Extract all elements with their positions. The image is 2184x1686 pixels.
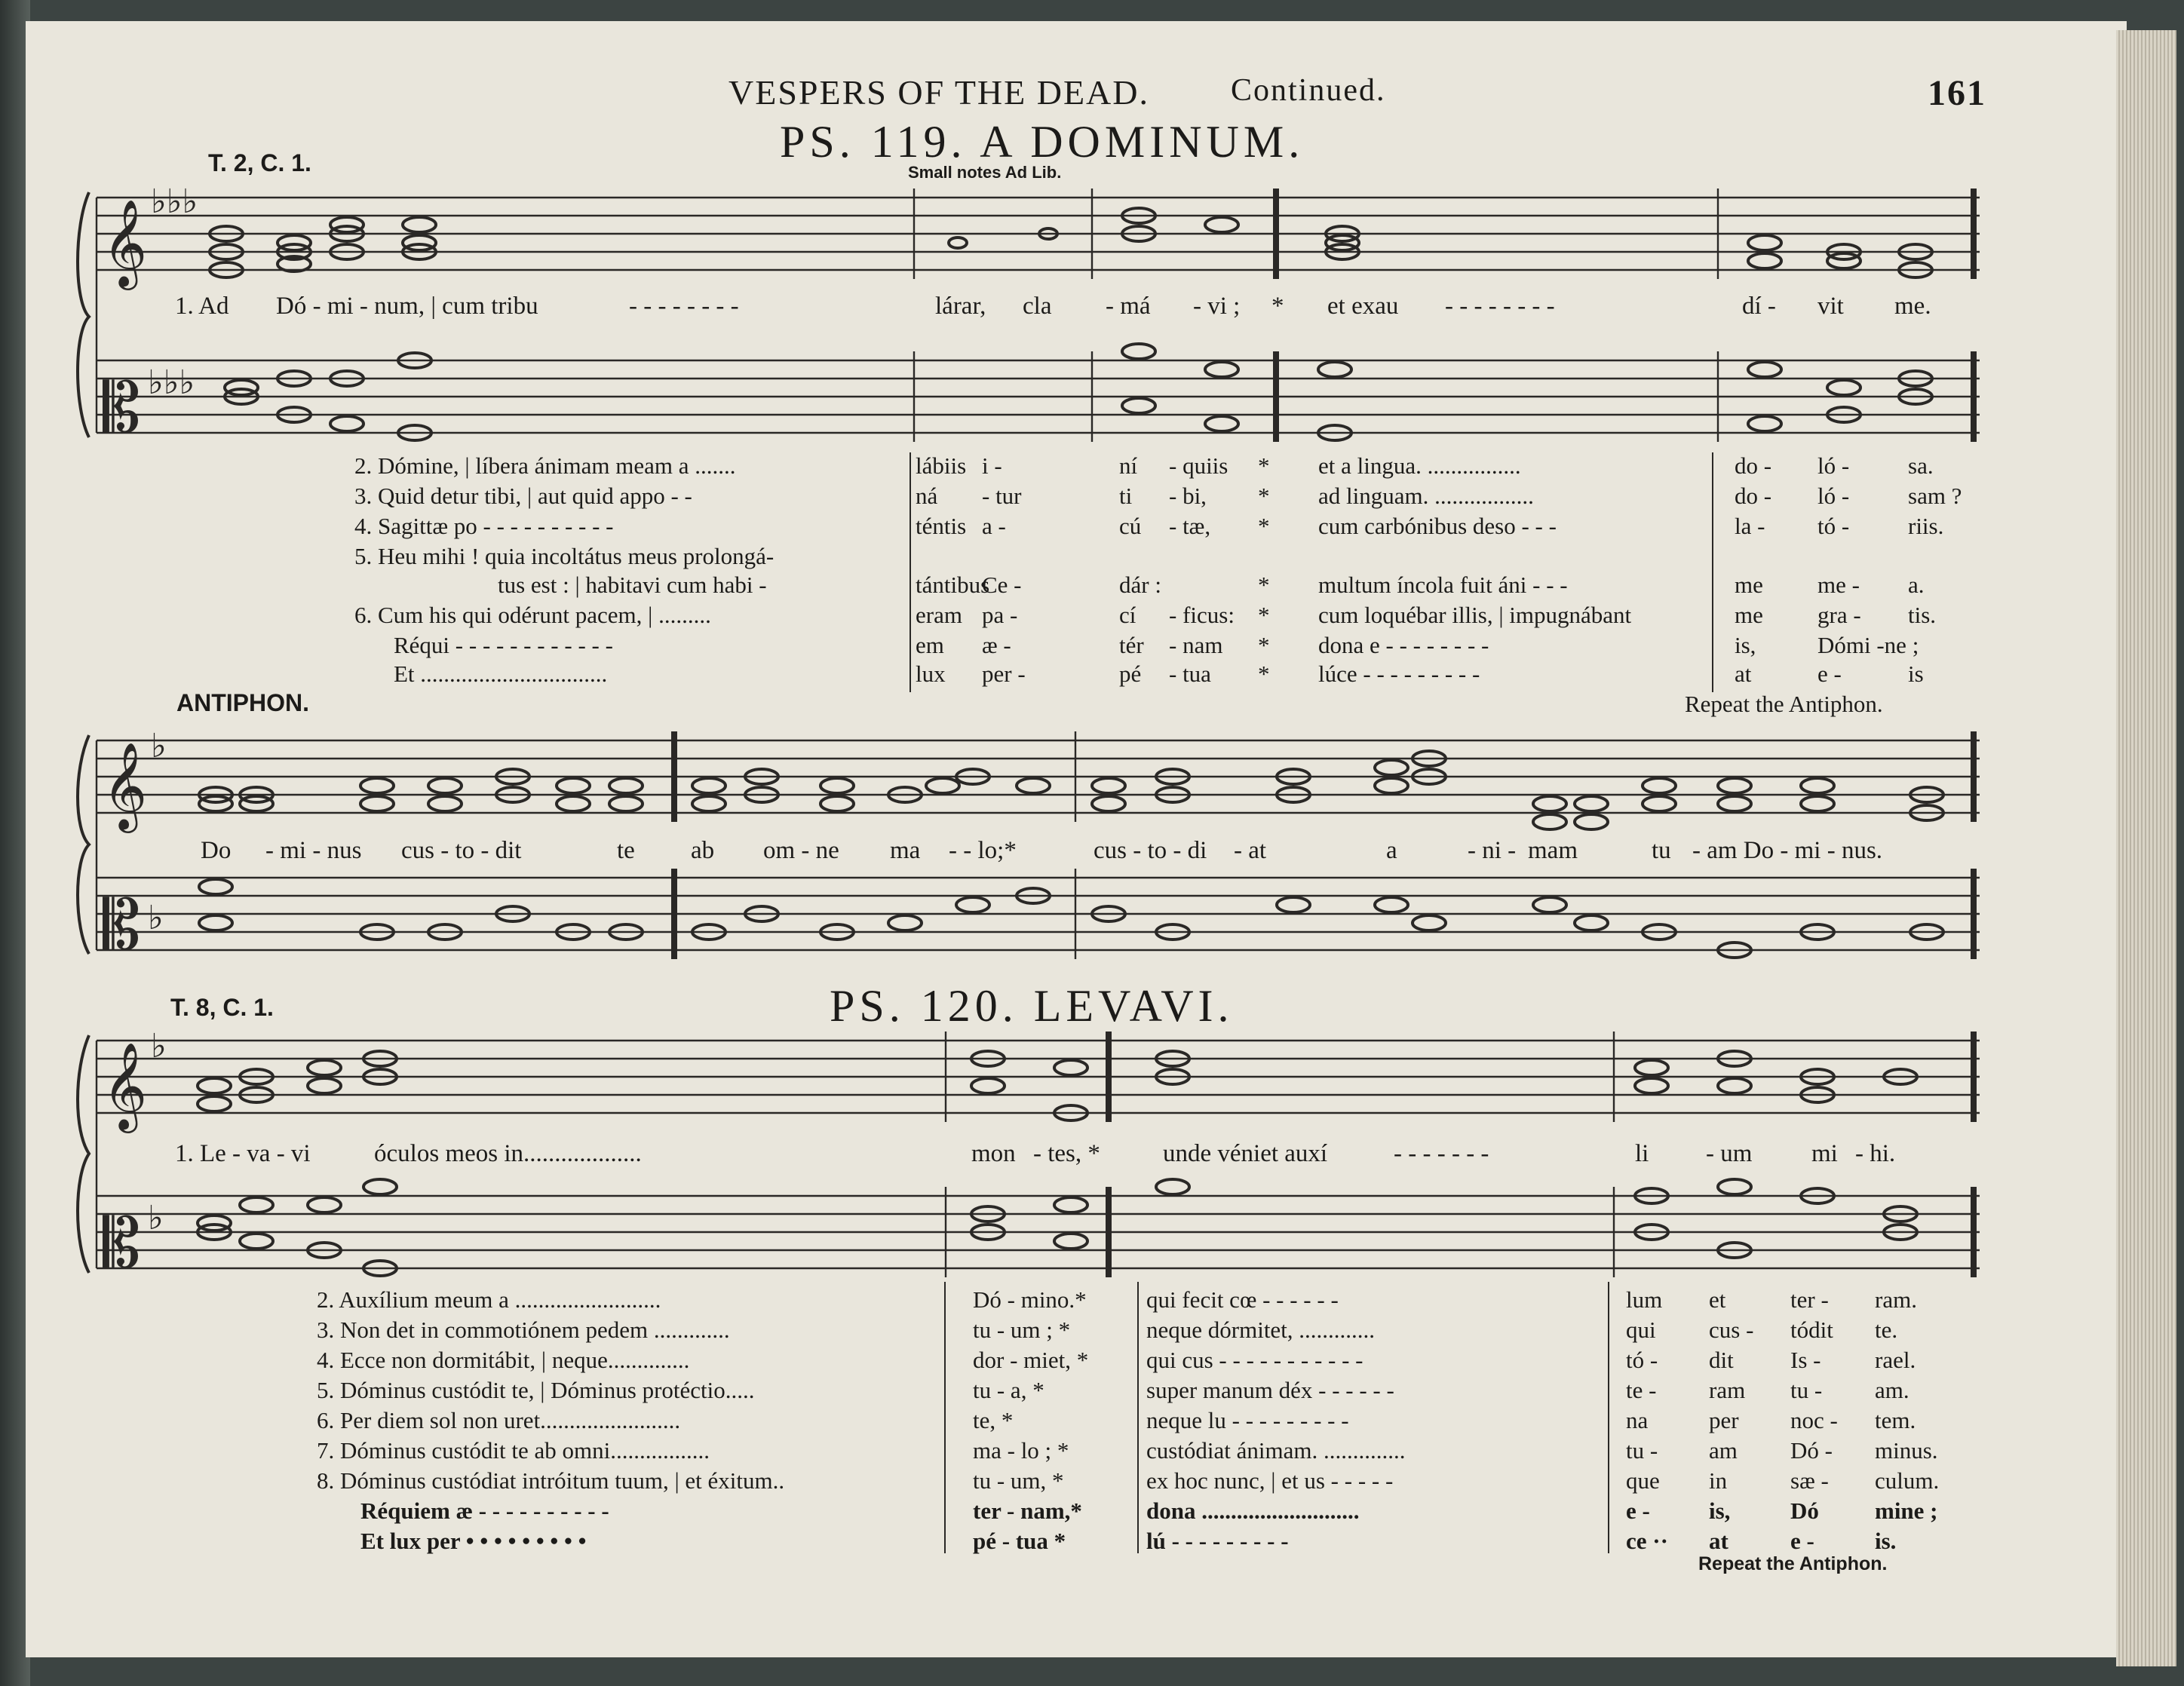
verse-syllable: is,	[1735, 632, 1756, 658]
verse-syllable: Dó	[1790, 1497, 1819, 1524]
svg-text:♭: ♭	[151, 1027, 167, 1065]
staff-120-bass	[97, 1196, 1980, 1268]
verse-syllable: tu - a, *	[973, 1377, 1044, 1403]
verse-syllable: tu - um, *	[973, 1467, 1064, 1494]
verse-syllable: que	[1626, 1467, 1660, 1494]
verse-syllable: ter -	[1790, 1286, 1829, 1313]
verse-syllable: te -	[1626, 1377, 1657, 1403]
verse-syllable: em	[916, 632, 944, 658]
lyric: lárar,	[935, 293, 986, 320]
verse-syllable: - tæ,	[1169, 513, 1211, 539]
antiphon-repeat: Repeat the Antiphon.	[1685, 691, 1883, 717]
verse-syllable: lúce - - - - - - - - -	[1318, 661, 1480, 687]
verse-syllable: *	[1258, 452, 1270, 479]
verse-syllable: am	[1709, 1437, 1738, 1464]
verse-syllable: ma - lo ; *	[973, 1437, 1069, 1464]
verse-syllable: - tur	[982, 483, 1022, 509]
verse-syllable: qui	[1626, 1317, 1656, 1343]
lyric: - - lo;*	[949, 837, 1017, 864]
verse-syllable: tem.	[1875, 1407, 1916, 1433]
lyric: - mi - nus	[265, 837, 362, 864]
verse-text: Réquiem æ - - - - - - - - - -	[360, 1497, 609, 1524]
verse-syllable: *	[1258, 602, 1270, 628]
verse-syllable: ní	[1119, 452, 1138, 479]
lyric: 1. Le - va - vi	[175, 1140, 311, 1167]
verse-syllable: at	[1709, 1528, 1728, 1554]
verse-syllable: ti	[1119, 483, 1133, 509]
verse-syllable: tu - um ; *	[973, 1317, 1071, 1343]
svg-text:𝄞: 𝄞	[103, 1041, 148, 1130]
lyric: - - - - - - - -	[1445, 293, 1555, 320]
verse-syllable: e -	[1790, 1528, 1814, 1554]
lyric: - - - - - - -	[1394, 1140, 1489, 1167]
verse-syllable: pé	[1119, 661, 1142, 687]
verse-syllable: culum.	[1875, 1467, 1940, 1494]
lyric: - am Do - mi - nus.	[1692, 837, 1883, 864]
verse-text: Et ................................	[394, 661, 608, 687]
lyric: tu	[1652, 837, 1671, 864]
verse-text: 2. Dómine, | líbera ánimam meam a .......	[354, 452, 736, 479]
ps119-note: Small notes Ad Lib.	[908, 163, 1062, 182]
svg-text:𝄡: 𝄡	[103, 886, 141, 965]
verse-syllable: noc -	[1790, 1407, 1838, 1433]
lyric: me.	[1894, 293, 1931, 320]
lyric: unde véniet auxí	[1163, 1140, 1328, 1167]
verse-syllable: *	[1258, 632, 1270, 658]
svg-text:♭: ♭	[151, 727, 167, 765]
verse-syllable: et	[1709, 1286, 1726, 1313]
svg-text:♭: ♭	[148, 899, 164, 937]
verse-syllable: tu -	[1790, 1377, 1823, 1403]
verse-syllable: dona e - - - - - - - -	[1318, 632, 1489, 658]
verse-syllable: tó -	[1626, 1347, 1658, 1373]
verse-syllable: me	[1735, 602, 1763, 628]
verse-syllable: cus -	[1709, 1317, 1754, 1343]
verse-syllable: ló -	[1817, 452, 1850, 479]
verse-syllable: e -	[1817, 661, 1842, 687]
svg-text:𝄞: 𝄞	[103, 741, 148, 829]
lyric: ab	[691, 837, 715, 864]
verse-text: Et lux per • • • • • • • • •	[360, 1528, 587, 1554]
notes-119	[210, 208, 1932, 440]
lyric: - um	[1706, 1140, 1753, 1167]
ps119-tone: T. 2, C. 1.	[208, 149, 311, 176]
verse-syllable: riis.	[1908, 513, 1944, 539]
verse-text: 3. Non det in commotiónem pedem .............	[317, 1317, 730, 1343]
verse-syllable: ad linguam. .................	[1318, 483, 1534, 509]
svg-text:𝄞: 𝄞	[103, 198, 148, 287]
verse-syllable: neque dórmitet, .............	[1146, 1317, 1376, 1343]
verse-text: 2. Auxílium meum a .........................	[317, 1286, 661, 1313]
verse-syllable: *	[1258, 661, 1270, 687]
verse-syllable: a -	[982, 513, 1006, 539]
verse-syllable: Dó - mino.*	[973, 1286, 1087, 1313]
lyric: - vi ;	[1193, 293, 1241, 320]
ps120-tone: T. 8, C. 1.	[170, 994, 274, 1021]
lyric: óculos meos in...................	[374, 1140, 642, 1167]
verse-syllable: dona ...........................	[1146, 1497, 1360, 1524]
svg-text:♭♭♭: ♭♭♭	[148, 363, 195, 402]
ps120-repeat: Repeat the Antiphon.	[1698, 1553, 1888, 1574]
lyric: *	[1271, 293, 1284, 320]
verse-text: 6. Cum his qui odérunt pacem, | .........	[354, 602, 711, 628]
verse-syllable: *	[1258, 513, 1270, 539]
verse-syllable: ram	[1709, 1377, 1746, 1403]
running-title: VESPERS OF THE DEAD.	[729, 73, 1149, 112]
verse-syllable: tódit	[1790, 1317, 1833, 1343]
verse-text: 5. Dóminus custódit te, | Dóminus protéctio.....	[317, 1377, 755, 1403]
verse-syllable: la -	[1735, 513, 1765, 539]
page-number: 161	[1928, 73, 1986, 113]
verse-syllable: cí	[1119, 602, 1136, 628]
verse-syllable: tér	[1119, 632, 1144, 658]
continued-label: Continued.	[1231, 73, 1386, 108]
verse-syllable: *	[1258, 483, 1270, 509]
lyric: - tes, *	[1033, 1140, 1100, 1167]
verse-syllable: dit	[1709, 1347, 1734, 1373]
lyric: cla	[1023, 293, 1052, 320]
svg-text:♭: ♭	[148, 1199, 164, 1237]
verse-syllable: lábiis	[916, 452, 967, 479]
verse-syllable: dár :	[1119, 572, 1161, 598]
verse-syllable: sam ?	[1908, 483, 1962, 509]
lyric: dí -	[1742, 293, 1776, 320]
verse-syllable: te.	[1875, 1317, 1898, 1343]
verse-syllable: na	[1626, 1407, 1649, 1433]
verse-syllable: mine ;	[1875, 1497, 1938, 1524]
verse-syllable: me	[1735, 572, 1763, 598]
verse-syllable: - tua	[1169, 661, 1211, 687]
lyric: et exau	[1327, 293, 1399, 320]
staff-119-bass	[97, 360, 1980, 433]
lyric: - hi.	[1855, 1140, 1896, 1167]
verse-syllable: - nam	[1169, 632, 1223, 658]
lyric: 1. Ad	[175, 293, 229, 320]
verse-syllable: am.	[1875, 1377, 1909, 1403]
verse-syllable: téntis	[916, 513, 967, 539]
verse-text: 7. Dóminus custódit te ab omni.................	[317, 1437, 710, 1464]
verse-syllable: a.	[1908, 572, 1925, 598]
lyric: te	[617, 837, 635, 864]
verse-syllable: multum íncola fuit áni - - -	[1318, 572, 1568, 598]
lyric: cus - to - dit	[401, 837, 522, 864]
lyric: Dó - mi - num, | cum tribu	[276, 293, 538, 320]
verse-syllable: qui fecit cœ - - - - - -	[1146, 1286, 1339, 1313]
verse-syllable: gra -	[1817, 602, 1861, 628]
verse-syllable: lux	[916, 661, 946, 687]
verse-syllable: Is -	[1790, 1347, 1821, 1373]
verse-syllable: tó -	[1817, 513, 1850, 539]
verse-syllable: cú	[1119, 513, 1142, 539]
verse-syllable: - bi,	[1169, 483, 1207, 509]
verse-syllable: qui cus - - - - - - - - - - -	[1146, 1347, 1363, 1373]
verse-syllable: per	[1709, 1407, 1739, 1433]
verse-syllable: custódiat ánimam. ..............	[1146, 1437, 1406, 1464]
verse-syllable: æ -	[982, 632, 1011, 658]
verse-text: tus est : | habitavi cum habi -	[498, 572, 767, 598]
verse-syllable: cum loquébar illis, | impugnábant	[1318, 602, 1632, 628]
verse-syllable: lú - - - - - - - - -	[1146, 1528, 1289, 1554]
verse-syllable: ter - nam,*	[973, 1497, 1082, 1524]
lyric: Do	[201, 837, 232, 864]
verse-syllable: sa.	[1908, 452, 1934, 479]
svg-text:𝄡: 𝄡	[103, 1204, 141, 1283]
verse-syllable: pé - tua *	[973, 1528, 1066, 1554]
verse-syllable: tántibus	[916, 572, 990, 598]
verse-syllable: ná	[916, 483, 938, 509]
verse-syllable: super manum déx - - - - - -	[1146, 1377, 1394, 1403]
lyric: mam	[1528, 837, 1578, 864]
lyric: om - ne	[763, 837, 839, 864]
verse-syllable: is,	[1709, 1497, 1731, 1524]
verse-syllable: at	[1735, 661, 1752, 687]
lyric: mon	[971, 1140, 1016, 1167]
verse-syllable: cum carbónibus deso - - -	[1318, 513, 1557, 539]
verse-syllable: ram.	[1875, 1286, 1917, 1313]
verse-text: 4. Ecce non dormitábit, | neque..............	[317, 1347, 690, 1373]
verse-text: 8. Dóminus custódiat intróitum tuum, | et éxitum..	[317, 1467, 785, 1494]
lyric: ma	[890, 837, 921, 864]
svg-text:𝄡: 𝄡	[103, 369, 141, 448]
lyric: - má	[1106, 293, 1151, 320]
verse-syllable: lum	[1626, 1286, 1663, 1313]
verse-text: 4. Sagittæ po - - - - - - - - - -	[354, 513, 614, 539]
verse-syllable: per -	[982, 661, 1026, 687]
verse-syllable: do -	[1735, 452, 1772, 479]
verse-text: 3. Quid detur tibi, | aut quid appo - -	[354, 483, 692, 509]
lyric: cus - to - di	[1094, 837, 1207, 864]
staff-antiphon-treble	[97, 740, 1980, 813]
svg-text:♭♭♭: ♭♭♭	[151, 182, 198, 221]
lyric: - ni -	[1468, 837, 1517, 864]
verse-syllable: do -	[1735, 483, 1772, 509]
verse-text: 6. Per diem sol non uret........................	[317, 1407, 681, 1433]
lyric: mi	[1811, 1140, 1838, 1167]
verse-syllable: eram	[916, 602, 962, 628]
verse-syllable: in	[1709, 1467, 1728, 1494]
verse-syllable: tis.	[1908, 602, 1937, 628]
verse-syllable: ce ··	[1626, 1528, 1668, 1554]
verse-syllable: neque lu - - - - - - - - -	[1146, 1407, 1349, 1433]
verse-syllable: me -	[1817, 572, 1860, 598]
verse-syllable: Dó -	[1790, 1437, 1833, 1464]
verse-syllable: i -	[982, 452, 1002, 479]
lyric: - - - - - - - -	[629, 293, 739, 320]
verse-syllable: sæ -	[1790, 1467, 1829, 1494]
verse-syllable: pa -	[982, 602, 1018, 628]
verse-syllable: e -	[1626, 1497, 1650, 1524]
verse-syllable: Dómi -ne ;	[1817, 632, 1919, 658]
lyric: - at	[1234, 837, 1267, 864]
verse-syllable: *	[1258, 572, 1270, 598]
verse-syllable: tu -	[1626, 1437, 1658, 1464]
lyric: vit	[1817, 293, 1844, 320]
antiphon-label: ANTIPHON.	[176, 689, 309, 716]
verse-syllable: ex hoc nunc, | et us - - - - -	[1146, 1467, 1394, 1494]
verse-syllable: - quiis	[1169, 452, 1228, 479]
verse-syllable: - ficus:	[1169, 602, 1235, 628]
lyric: li	[1635, 1140, 1649, 1167]
verse-text: 5. Heu mihi ! quia incoltátus meus prolongá-	[354, 543, 775, 569]
verse-syllable: Ce -	[982, 572, 1022, 598]
verse-syllable: ló -	[1817, 483, 1850, 509]
verse-text: Réqui - - - - - - - - - - - -	[394, 632, 613, 658]
lyric: a	[1386, 837, 1397, 864]
verse-syllable: is.	[1875, 1528, 1897, 1554]
verse-syllable: is	[1908, 661, 1924, 687]
ps120-title: PS. 120. LEVAVI.	[830, 981, 1234, 1031]
verse-syllable: rael.	[1875, 1347, 1916, 1373]
ps119-title: PS. 119. A DOMINUM.	[780, 117, 1305, 167]
verse-syllable: et a lingua. ................	[1318, 452, 1521, 479]
verse-syllable: minus.	[1875, 1437, 1938, 1464]
verse-syllable: te, *	[973, 1407, 1014, 1433]
verse-syllable: dor - miet, *	[973, 1347, 1089, 1373]
